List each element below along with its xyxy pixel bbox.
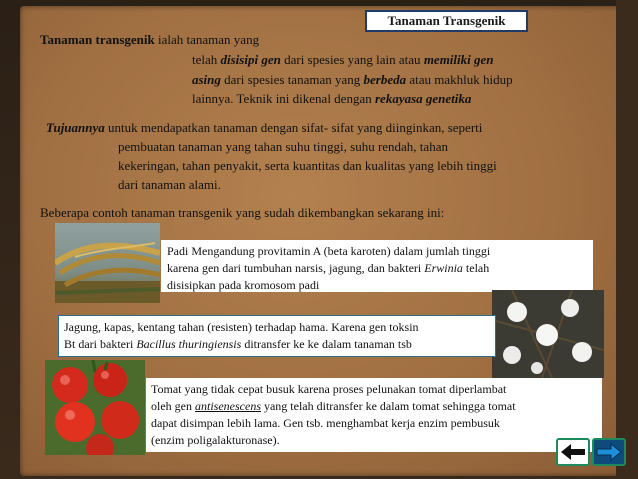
rice-text-2a: karena gen dari tumbuhan narsis, jagung, dan bakteri bbox=[167, 261, 425, 275]
next-button[interactable] bbox=[592, 438, 626, 466]
slide-edge bbox=[616, 0, 638, 479]
rice-photo bbox=[55, 223, 160, 303]
tomato-icon bbox=[45, 360, 145, 455]
definition-emph-2: memiliki gen bbox=[423, 52, 494, 67]
definition-text-4a: lainnya. Teknik ini dikenal dengan bbox=[192, 91, 375, 106]
definition-emph-5: rekayasa genetika bbox=[374, 91, 472, 106]
slide-title: Tanaman Transgenik bbox=[365, 10, 528, 32]
arrow-left-icon bbox=[559, 442, 587, 462]
definition-text-1: ialah tanaman yang bbox=[158, 32, 260, 47]
rice-line-1: Padi Mengandung provitamin A (beta karoten) dalam jumlah tinggi bbox=[167, 244, 491, 258]
definition-line-1 bbox=[40, 30, 259, 49]
bt-text-2a: Bt dari bakteri bbox=[64, 337, 137, 351]
bt-example-box bbox=[58, 315, 496, 357]
tomato-line-3: dapat disimpan lebih lama. Gen tsb. menghambat kerja enzim pembusuk bbox=[151, 416, 500, 430]
rice-text-2c: telah bbox=[462, 261, 490, 275]
cotton-photo bbox=[492, 290, 604, 378]
definition-line-3 bbox=[192, 70, 513, 89]
arrow-right-icon bbox=[595, 442, 623, 462]
purpose-line-2: pembuatan tanaman yang tahan suhu tinggi, suhu rendah, tahan bbox=[118, 139, 448, 154]
rice-emph: Erwinia bbox=[424, 261, 463, 275]
purpose-line-3: kekeringan, tahan penyakit, serta kuantitas dan kualitas yang lebih tinggi bbox=[118, 158, 497, 173]
tomato-line-1: Tomat yang tidak cepat busuk karena proses pelunakan tomat diperlambat bbox=[151, 382, 507, 396]
definition-emph-4: berbeda bbox=[363, 72, 407, 87]
purpose-term: Tujuannya bbox=[46, 120, 105, 135]
purpose-text-1: untuk mendapatkan tanaman dengan sifat- sifat yang diinginkan, seperti bbox=[104, 120, 483, 135]
cotton-plant-icon bbox=[492, 290, 604, 378]
bt-line-2 bbox=[64, 336, 490, 353]
tomato-line-2 bbox=[151, 398, 597, 415]
rice-line-3: disisipkan pada kromosom padi bbox=[167, 278, 320, 292]
definition-text-2a: telah bbox=[192, 52, 221, 67]
definition-line-4 bbox=[192, 89, 471, 108]
definition-text-3b: dari spesies tanaman yang bbox=[220, 72, 364, 87]
purpose-line-1 bbox=[46, 118, 482, 137]
definition-emph-1: disisipi gen bbox=[220, 52, 281, 67]
tomato-photo bbox=[45, 360, 145, 455]
rice-plant-icon bbox=[55, 223, 160, 303]
definition-emph-3: asing bbox=[192, 72, 221, 87]
definition-line-2 bbox=[192, 50, 494, 69]
prev-button[interactable] bbox=[556, 438, 590, 466]
tomato-emph: antisenescens bbox=[195, 399, 261, 413]
bt-emph: Bacillus thuringiensis bbox=[136, 337, 242, 351]
tomato-text-2c: yang telah ditransfer ke dalam tomat sehingga tomat bbox=[260, 399, 516, 413]
bt-text-2c: ditransfer ke ke dalam tanaman tsb bbox=[241, 337, 412, 351]
tomato-line-4: (enzim poligalakturonase). bbox=[151, 433, 280, 447]
bt-line-1: Jagung, kapas, kentang tahan (resisten) terhadap hama. Karena gen toksin bbox=[64, 320, 419, 334]
purpose-line-4: dari tanaman alami. bbox=[118, 177, 221, 192]
examples-intro: Beberapa contoh tanaman transgenik yang sudah dikembangkan sekarang ini: bbox=[40, 205, 445, 220]
rice-line-2 bbox=[167, 260, 587, 277]
rice-example-box bbox=[161, 240, 593, 292]
definition-text-2c: dari spesies yang lain atau bbox=[280, 52, 424, 67]
definition-term: Tanaman transgenik bbox=[40, 32, 155, 47]
definition-text-3d: atau makhluk hidup bbox=[406, 72, 513, 87]
tomato-example-box bbox=[146, 378, 602, 452]
tomato-text-2a: oleh gen bbox=[151, 399, 195, 413]
